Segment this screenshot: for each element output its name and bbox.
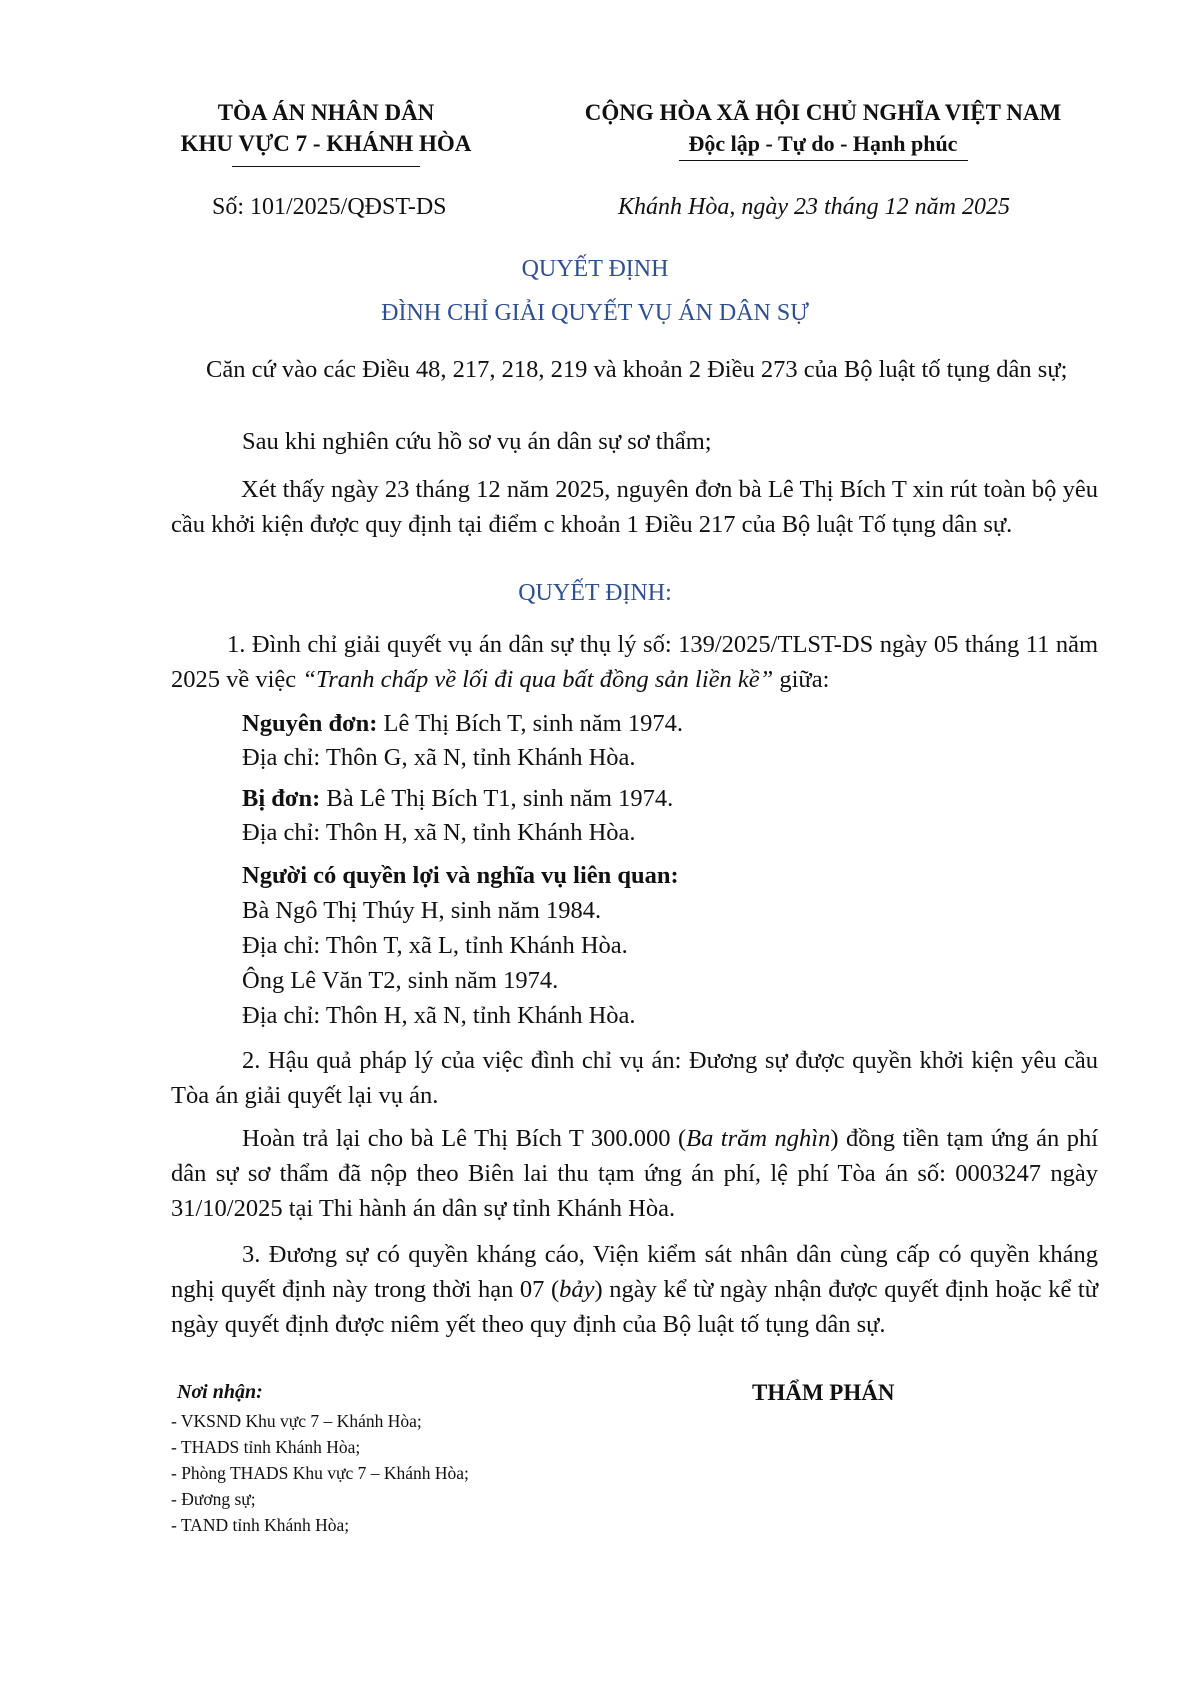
defendant-line <box>242 785 673 813</box>
court-name-line1: TÒA ÁN NHÂN DÂN <box>217 100 435 125</box>
related-party-2: Ông Lê Văn T2, sinh năm 1974. <box>242 967 559 994</box>
related-party-1: Bà Ngô Thị Thúy H, sinh năm 1984. <box>242 897 602 924</box>
plaintiff-value: Lê Thị Bích T, sinh năm 1974. <box>377 710 683 737</box>
related-party-1-address: Địa chỉ: Thôn T, xã L, tỉnh Khánh Hòa. <box>242 932 628 959</box>
item1-case-name: “Tranh chấp về lối đi qua bất đồng sản liền kề” <box>302 666 774 693</box>
recipient-item: - TAND tỉnh Khánh Hòa; <box>171 1515 350 1535</box>
defendant-address: Địa chỉ: Thôn H, xã N, tỉnh Khánh Hòa. <box>242 819 636 846</box>
nation-name: CỘNG HÒA XÃ HỘI CHỦ NGHĨA VIỆT NAM <box>584 100 1062 125</box>
item3-b: ) ngày kể từ ngày nhận được quyết định hoặc kể từ ngày quyết định được niêm yết theo quy định của Bộ luật tố tụng dân sự. <box>171 1276 1098 1338</box>
recipient-item: - Đương sự; <box>171 1489 256 1509</box>
related-party-2-address: Địa chỉ: Thôn H, xã N, tỉnh Khánh Hòa. <box>242 1002 636 1029</box>
decision-heading: QUYẾT ĐỊNH: <box>518 580 672 606</box>
fee-refund-a: Hoàn trả lại cho bà Lê Thị Bích T 300.000 ( <box>242 1125 687 1152</box>
fee-refund-amount-words: Ba trăm nghìn <box>686 1125 831 1152</box>
fee-refund-b: ) đồng tiền tạm ứng án phí dân sự sơ thẩm đã nộp theo Biên lai thu tạm ứng án phí, lệ phí Tòa án số: 0003247 ngày 31/10/2025 tại Thi hành án dân sự tỉnh Khánh Hòa. <box>171 1125 1098 1222</box>
plaintiff-label: Nguyên đơn: <box>242 710 378 737</box>
recipients-label: Nơi nhận: <box>177 1381 263 1403</box>
defendant-value: Bà Lê Thị Bích T1, sinh năm 1974. <box>320 785 674 812</box>
basis-paragraph-2: Sau khi nghiên cứu hồ sơ vụ án dân sự sơ thẩm; <box>242 428 712 455</box>
nation-motto: Độc lập - Tự do - Hạnh phúc <box>688 131 958 156</box>
decision-item-3 <box>171 1237 1098 1342</box>
item3-a: 3. Đương sự có quyền kháng cáo, Viện kiểm sát nhân dân cùng cấp có quyền kháng nghị quyết định này trong thời hạn 07 ( <box>171 1241 1098 1303</box>
related-party-label: Người có quyền lợi và nghĩa vụ liên quan: <box>242 862 679 889</box>
place-and-date: Khánh Hòa, ngày 23 tháng 12 năm 2025 <box>618 194 1010 220</box>
item1-tail: giữa: <box>773 666 830 693</box>
plaintiff-line <box>242 710 683 738</box>
signer-title: THẨM PHÁN <box>752 1380 895 1405</box>
recipient-item: - Phòng THADS Khu vực 7 – Khánh Hòa; <box>171 1463 469 1483</box>
motto-underline <box>679 160 968 161</box>
basis-text-1: Căn cứ vào các Điều 48, 217, 218, 219 và khoản 2 Điều 273 của Bộ luật tố tụng dân sự; <box>206 356 1068 383</box>
item3-days-words: bảy <box>559 1276 595 1303</box>
document-subtitle: ĐÌNH CHỈ GIẢI QUYẾT VỤ ÁN DÂN SỰ <box>381 300 809 326</box>
basis-text-3: Xét thấy ngày 23 tháng 12 năm 2025, nguyên đơn bà Lê Thị Bích T xin rút toàn bộ yêu cầu khởi kiện được quy định tại điểm c khoản 1 Điều 217 của Bộ luật Tố tụng dân sự. <box>171 476 1098 538</box>
defendant-label: Bị đơn: <box>242 785 321 812</box>
item1-lead: 1. Đình chỉ giải quyết vụ án dân sự thụ lý số: 139/2025/TLST-DS ngày 05 tháng 11 năm 2025 về việc <box>171 631 1098 693</box>
item2-text: 2. Hậu quả pháp lý của việc đình chỉ vụ án: Đương sự được quyền khởi kiện yêu cầu Tòa án giải quyết lại vụ án. <box>171 1047 1098 1109</box>
court-underline <box>232 166 420 167</box>
recipient-item: - VKSND Khu vực 7 – Khánh Hòa; <box>171 1411 422 1431</box>
fee-refund-paragraph <box>171 1121 1098 1226</box>
decision-item-2 <box>171 1043 1098 1113</box>
court-name-line2: KHU VỰC 7 - KHÁNH HÒA <box>180 131 472 156</box>
plaintiff-address: Địa chỉ: Thôn G, xã N, tỉnh Khánh Hòa. <box>242 744 636 771</box>
document-number: Số: 101/2025/QĐST-DS <box>212 194 447 220</box>
decision-item-1 <box>171 627 1098 697</box>
document-title: QUYẾT ĐỊNH <box>521 256 669 282</box>
basis-paragraph-1 <box>206 352 1098 387</box>
basis-paragraph-3 <box>171 472 1098 542</box>
recipient-item: - THADS tỉnh Khánh Hòa; <box>171 1437 361 1457</box>
